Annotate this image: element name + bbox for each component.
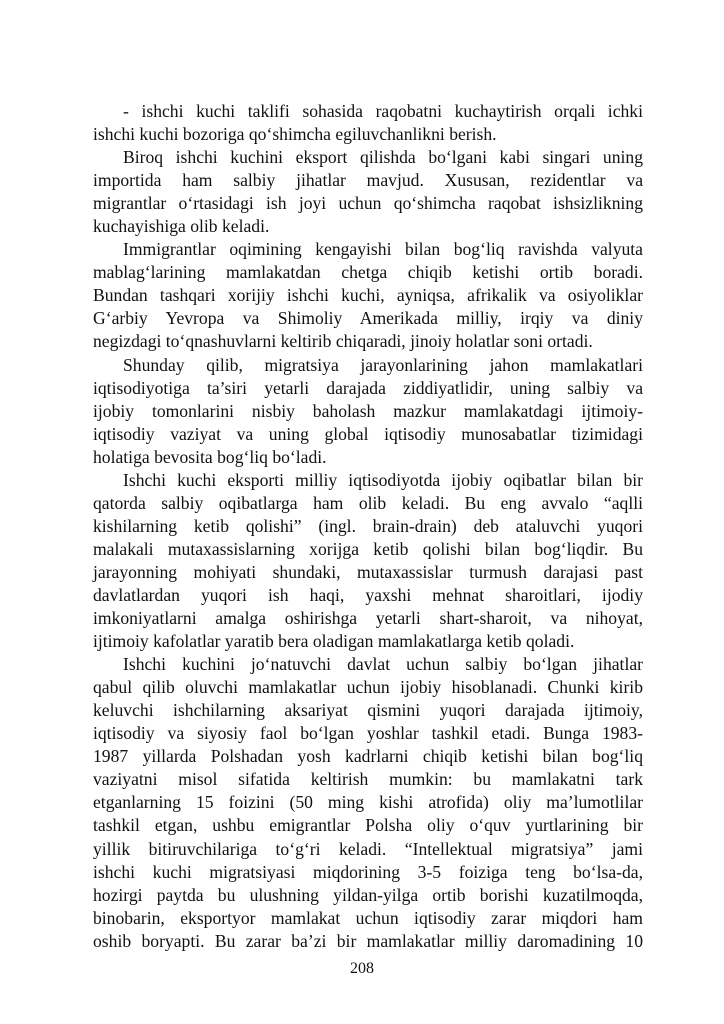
text-line: qabul qilib oluvchi mamlakatlar uchun ijobiy hisoblanadi. Chunki kirib: [93, 677, 643, 698]
text-line: qatorda salbiy oqibatlarga ham olib keladi. Bu eng avvalo “aqlli: [93, 492, 643, 513]
text-line: tashkil etgan, ushbu emigrantlar Polsha oliy o‘quv yurtlarining bir: [93, 815, 643, 836]
text-line: Immigrantlar oqimining kengayishi bilan bog‘liq ravishda valyuta: [123, 239, 643, 260]
paragraph: [93, 100, 643, 146]
text-line: etganlarning 15 foizini (50 ming kishi atrofida) oliy ma’lumotlilar: [93, 792, 643, 813]
text-line: Bundan tashqari xorijiy ishchi kuchi, ayniqsa, afrikalik va osiyoliklar: [93, 285, 643, 306]
text-line: jarayonning mohiyati shundaki, mutaxassislar turmush darajasi past: [93, 561, 643, 582]
text-line: Ishchi kuchi eksporti milliy iqtisodiyotda ijobiy oqibatlar bilan bir: [123, 469, 643, 490]
text-line: ishchi kuchi bozoriga qo‘shimcha egiluvchanlikni berish.: [93, 124, 497, 145]
text-line: negizdagi to‘qnashuvlarni keltirib chiqaradi, jinoiy holatlar soni ortadi.: [93, 331, 593, 352]
text-line: iqtisodiyotiga ta’siri yetarli darajada ziddiyatlidir, uning salbiy va: [93, 377, 643, 398]
page-number: 208: [350, 960, 374, 977]
text-line: davlatlardan yuqori ish haqi, yaxshi mehnat sharoitlari, ijodiy: [93, 584, 643, 605]
paragraph: [93, 653, 643, 953]
paragraph: [93, 469, 643, 653]
text-line: iqtisodiy va siyosiy faol bo‘lgan yoshlar tashkil etadi. Bunga 1983-: [93, 723, 643, 744]
text-line: - ishchi kuchi taklifi sohasida raqobatni kuchaytirish orqali ichki: [123, 101, 643, 121]
text-line: migrantlar o‘rtasidagi ish joyi uchun qo‘shimcha raqobat ishsizlikning: [93, 193, 643, 214]
text-line: hozirgi paytda bu ulushning yildan-yilga ortib borishi kuzatilmoqda,: [93, 884, 643, 905]
text-line: ijtimoiy kafolatlar yaratib bera oladigan mamlakatlarga ketib qoladi.: [93, 631, 575, 652]
text-line: keluvchi ishchilarning aksariyat qismini yuqori darajada ijtimoiy,: [93, 700, 643, 721]
text-line: oshib boryapti. Bu zarar ba’zi bir mamlakatlar milliy daromadining 10: [93, 930, 643, 951]
text-line: malakali mutaxassislarning xorijga ketib qolishi bilan bog‘liqdir. Bu: [93, 538, 643, 559]
page-body: [93, 100, 643, 953]
text-line: vaziyatni misol sifatida keltirish mumkin: bu mamlakatni tark: [93, 769, 643, 790]
text-line: ijobiy tomonlarini nisbiy baholash mazkur mamlakatdagi ijtimoiy-: [93, 400, 643, 421]
text-line: Biroq ishchi kuchini eksport qilishda bo‘lgani kabi singari uning: [123, 147, 643, 168]
text-line: mablag‘larining mamlakatdan chetga chiqib ketishi ortib boradi.: [93, 262, 643, 283]
text-line: binobarin, eksportyor mamlakat uchun iqtisodiy zarar miqdori ham: [93, 907, 643, 928]
paragraph: [93, 354, 643, 469]
text-line: Ishchi kuchini jo‘natuvchi davlat uchun salbiy bo‘lgan jihatlar: [123, 654, 643, 675]
text-line: iqtisodiy vaziyat va uning global iqtisodiy munosabatlar tizimidagi: [93, 423, 643, 444]
text-line: kuchayishiga olib keladi.: [93, 216, 270, 237]
text-line: ishchi kuchi migratsiyasi miqdorining 3-5 foiziga teng bo‘lsa-da,: [93, 861, 643, 882]
text-line: 1987 yillarda Polshadan yosh kadrlarni chiqib ketishi bilan bog‘liq: [93, 746, 643, 767]
text-line: G‘arbiy Yevropa va Shimoliy Amerikada milliy, irqiy va diniy: [93, 308, 643, 329]
paragraph: [93, 238, 643, 353]
text-line: holatiga bevosita bog‘liq bo‘ladi.: [93, 446, 327, 467]
text-line: kishilarning ketib qolishi” (ingl. brain-drain) deb ataluvchi yuqori: [93, 515, 643, 536]
paragraph: [93, 146, 643, 238]
text-line: yillik bitiruvchilariga to‘g‘ri keladi. “Intellektual migratsiya” jami: [93, 838, 643, 859]
text-line: Shunday qilib, migratsiya jarayonlarining jahon mamlakatlari: [123, 354, 643, 375]
text-line: imkoniyatlarni amalga oshirishga yetarli shart-sharoit, va nihoyat,: [93, 608, 643, 629]
text-line: importida ham salbiy jihatlar mavjud. Xususan, rezidentlar va: [93, 170, 643, 191]
